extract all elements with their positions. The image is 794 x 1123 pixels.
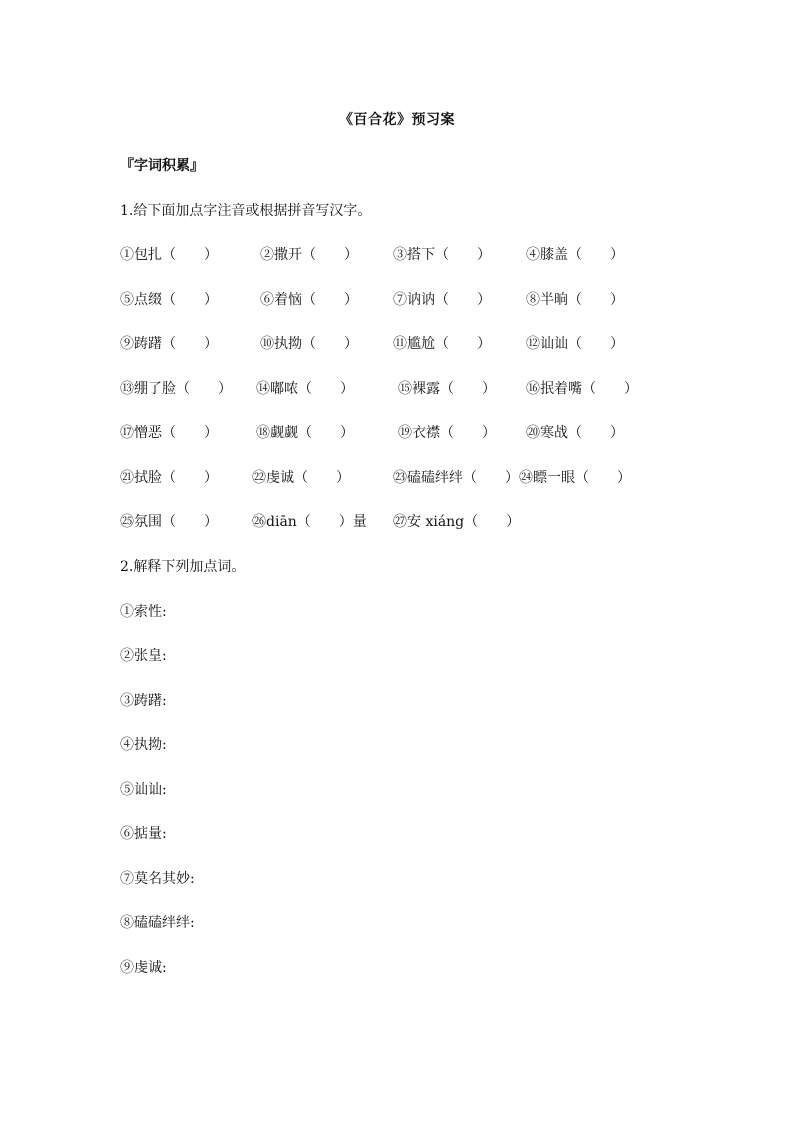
vocab-item: ⑰憎恶（ ） xyxy=(120,425,218,441)
vocab-item: ⑯抿着嘴（ ） xyxy=(526,381,638,397)
vocab-item: ⑨踌躇（ ） xyxy=(120,336,218,352)
vocab-item: ⑬绷了脸（ ） xyxy=(120,381,232,397)
definition-item: ①索性: xyxy=(120,604,167,620)
vocab-item: ⑩执拗（ ） xyxy=(260,336,358,352)
vocab-item: ㉑拭脸（ ） xyxy=(120,470,218,486)
definition-item: ⑤讪讪: xyxy=(120,782,167,798)
vocab-item: ①包扎（ ） xyxy=(120,247,218,263)
vocab-item: ⑫讪讪（ ） xyxy=(526,336,624,352)
vocab-item: ④膝盖（ ） xyxy=(526,247,624,263)
definition-item: ④执拗: xyxy=(120,737,167,753)
vocab-item: ③搭下（ ） xyxy=(393,247,491,263)
vocab-item: ㉓磕磕绊绊（ ） xyxy=(393,470,519,486)
vocab-item: ⑳寒战（ ） xyxy=(526,425,624,441)
vocab-item: ㉒虔诚（ ） xyxy=(252,470,350,486)
vocab-item: ⑤点缀（ ） xyxy=(120,292,218,308)
vocab-item: ㉕氛围（ ） xyxy=(120,514,218,530)
vocab-item: ⑦讷讷（ ） xyxy=(393,292,491,308)
definition-item: ⑦莫名其妙: xyxy=(120,871,195,887)
vocab-item: ㉗安 xiáng（ ） xyxy=(393,514,521,530)
definition-item: ②张皇: xyxy=(120,648,167,664)
question-1-label: 1.给下面加点字注音或根据拼音写汉字。 xyxy=(120,203,372,219)
definition-item: ⑧磕磕绊绊: xyxy=(120,915,195,931)
vocab-item: ⑥着恼（ ） xyxy=(260,292,358,308)
vocab-item: ㉖diān（ ）量 xyxy=(252,514,367,530)
definition-item: ⑨虔诚: xyxy=(120,960,167,976)
vocab-item: ②撒开（ ） xyxy=(260,247,358,263)
section-heading: 『字词积累』 xyxy=(120,158,204,174)
vocab-item: ⑭嘟哝（ ） xyxy=(256,381,354,397)
vocab-item: ⑧半晌（ ） xyxy=(526,292,624,308)
page-title: 《百合花》预习案 xyxy=(339,112,455,128)
vocab-item: ㉔瞟一眼（ ） xyxy=(519,470,631,486)
question-2-label: 2.解释下列加点词。 xyxy=(120,559,246,575)
definition-item: ③踌躇: xyxy=(120,693,167,709)
vocab-item: ⑱觑觑（ ） xyxy=(256,425,354,441)
vocab-item: ⑲衣襟（ ） xyxy=(398,425,496,441)
vocab-item: ⑮裸露（ ） xyxy=(398,381,496,397)
vocab-item: ⑪尴尬（ ） xyxy=(393,336,491,352)
definition-item: ⑥掂量: xyxy=(120,826,167,842)
